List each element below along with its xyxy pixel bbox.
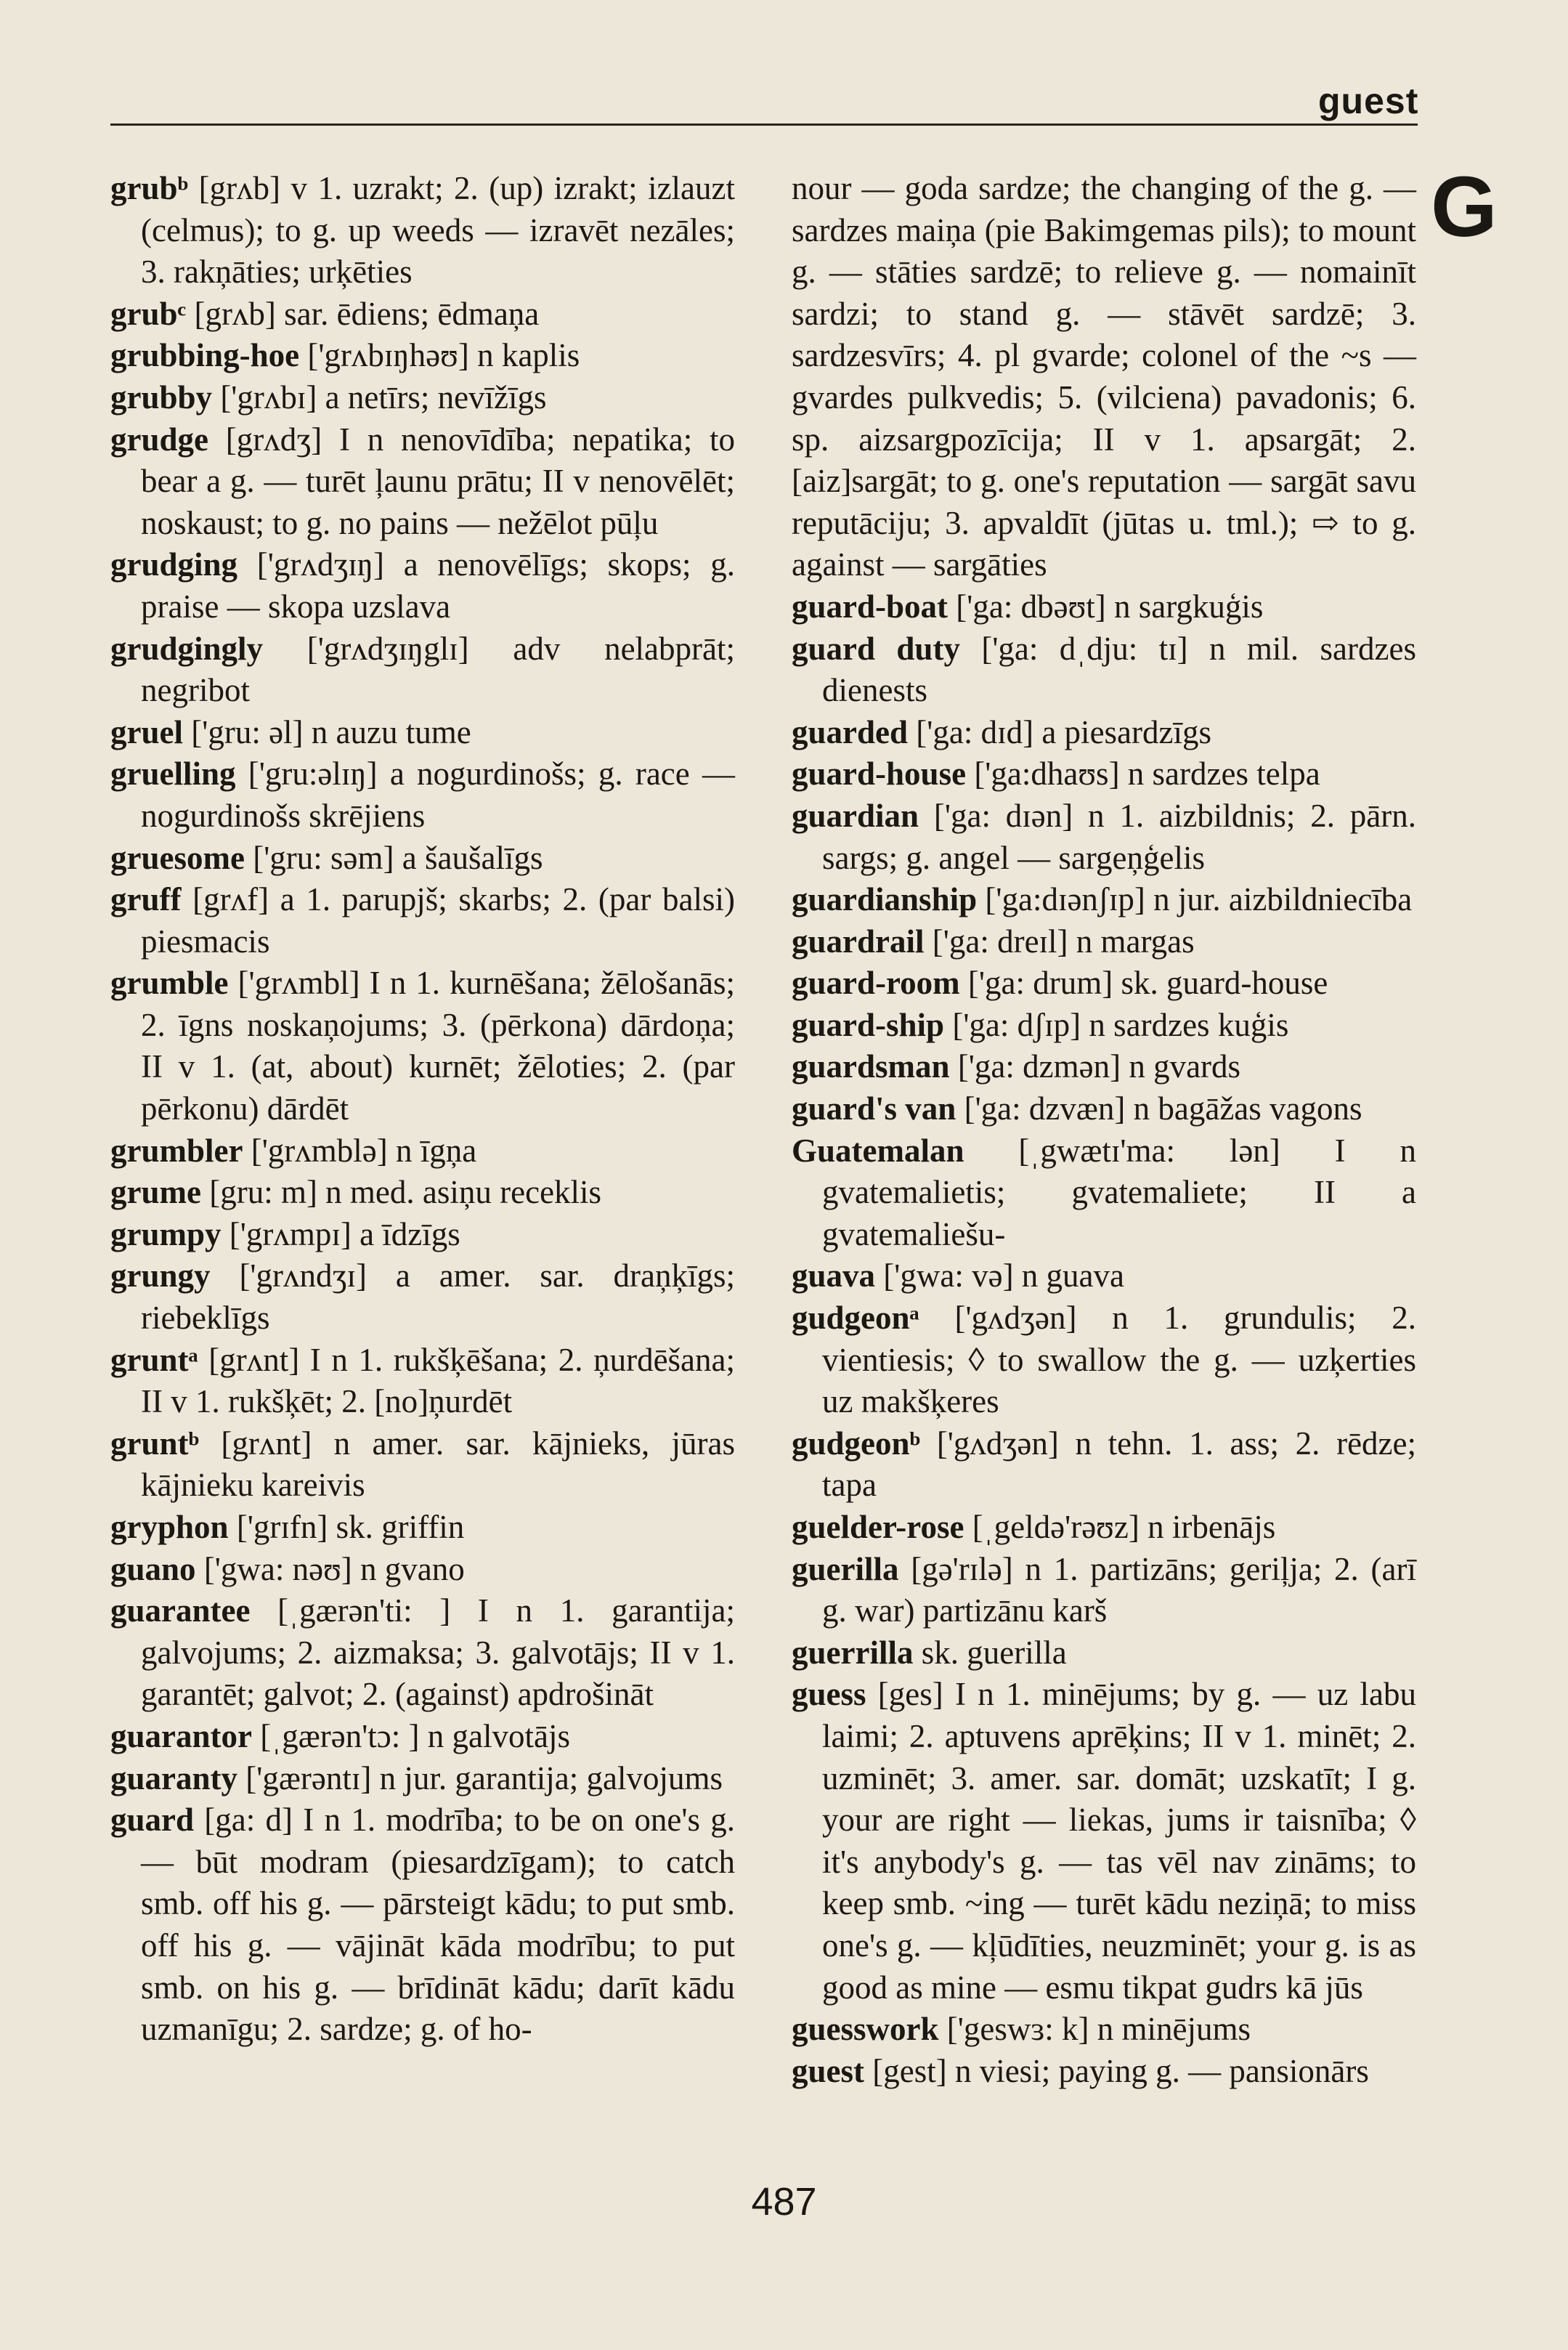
dictionary-entry <box>110 377 735 419</box>
dictionary-entry <box>110 963 735 1130</box>
entry-definition: ['grɪfn] sk. griffin <box>228 1509 465 1545</box>
entry-definition: ['grʌdʒɪŋglɪ] adv nelabprāt; negribot <box>141 630 735 709</box>
entry-definition: ['grʌmbl] I n 1. kurnēšana; žēlošanās; 2. īgns noskaņojums; 3. (pērkona) dārdoņa; II v 1. (at, about) kurnēt; žēloties; 2. (par pērkonu) dārdēt <box>141 965 735 1127</box>
dictionary-entry <box>792 712 1416 754</box>
entry-definition: [grʌb] sar. ēdiens; ēdmaņa <box>186 295 540 332</box>
entry-definition: ['ga:dhaʊs] n sardzes telpa <box>966 755 1320 793</box>
entry-headword: guardian <box>792 797 919 834</box>
dictionary-entry <box>792 1549 1416 1632</box>
dictionary-entry <box>110 1214 735 1256</box>
entry-definition: sk. guerilla <box>913 1634 1067 1671</box>
dictionary-entry <box>110 168 735 293</box>
dictionary-entry <box>792 879 1416 921</box>
entry-headword: grubby <box>110 378 213 416</box>
entry-definition: nour — goda sardze; the changing of the g. — sardzes maiņa (pie Bakimgemas pils); to mount g. — stāties sardzē; to relieve g. — nomainīt sardzi; to stand g. — stāvēt sardzē; 3. sardzesvīrs; 4. pl gvarde; colonel of the ~s — gvardes pulkvedis; 5. (vilciena) pavadonis; 6. sp. aizsargpozīcija; II v 1. apsargāt; 2. [aiz]sargāt; to g. one's reputation — sargāt savu reputāciju; 3. apvaldīt (jūtas u. tml.); ⇨ to g. against — sargāties <box>792 170 1416 583</box>
entry-definition: ['gru: səm] a šaušalīgs <box>244 839 543 876</box>
dictionary-entry <box>792 963 1416 1005</box>
entry-definition: [ˌgærən'ti: ] I n 1. garantija; galvojums; 2. aizmaksa; 3. galvotājs; II v 1. garantēt; galvot; 2. (against) apdrošināt <box>141 1592 735 1713</box>
entry-definition: [ga: d] I n 1. modrība; to be on one's g. — būt modram (piesardzīgam); to catch smb. off his g. — pārsteigt kādu; to put smb. off his g. — vājināt kāda modrību; to put smb. on his g. — brīdināt kādu; darīt kādu uzmanīgu; 2. sardze; g. of ho- <box>141 1802 735 2048</box>
entry-headword: gudgeonᵇ <box>792 1425 921 1462</box>
entry-headword: grudge <box>110 421 208 458</box>
dictionary-entry <box>792 1088 1416 1130</box>
entry-headword: grudging <box>110 546 238 583</box>
entry-headword: guest <box>792 2052 864 2089</box>
entry-definition: [grʌnt] I n 1. rukšķēšana; 2. ņurdēšana; II v 1. rukšķēt; 2. [no]ņurdēt <box>141 1341 735 1420</box>
entry-definition: ['gru: əl] n auzu tume <box>182 713 471 750</box>
dictionary-entry <box>792 1674 1416 2009</box>
entry-definition: ['ga:dɪənʃɪp] n jur. aizbildniecība <box>977 881 1413 918</box>
dictionary-entry <box>792 795 1416 879</box>
entry-headword: guelder-rose <box>792 1509 964 1545</box>
dictionary-entry <box>792 168 1416 586</box>
entry-headword: guaranty <box>110 1759 238 1796</box>
entry-headword: guesswork <box>792 2011 939 2048</box>
entry-definition: ['ga: dreɪl] n margas <box>924 923 1195 960</box>
entry-headword: grungy <box>110 1257 211 1294</box>
entry-headword: gruntᵇ <box>110 1425 200 1462</box>
entry-definition: ['grʌmpɪ] a īdzīgs <box>221 1215 460 1252</box>
dictionary-entry <box>110 628 735 712</box>
dictionary-entry <box>110 293 735 336</box>
entry-definition: [ˌgeldə'rəʊz] n irbenājs <box>964 1509 1276 1545</box>
entry-headword: guarded <box>792 713 909 750</box>
entry-headword: guardianship <box>792 881 978 918</box>
header-rule <box>110 123 1418 126</box>
dictionary-entry <box>110 879 735 963</box>
dictionary-entry <box>110 335 735 377</box>
entry-headword: guava <box>792 1257 876 1294</box>
entry-definition: [grʌnt] n amer. sar. kājnieks, jūras kājnieku kareivis <box>141 1425 735 1504</box>
entry-headword: guard duty <box>792 630 960 667</box>
entry-headword: grubᵇ <box>110 170 189 206</box>
entry-definition: [gru: m] n med. asiņu receklis <box>200 1174 602 1211</box>
entry-headword: guard-boat <box>792 588 948 625</box>
entry-headword: guard-ship <box>792 1006 945 1043</box>
entry-headword: gruesome <box>110 839 245 876</box>
entry-definition: [ˌgwætɪ'ma: lən] I n gvatemalietis; gvatemaliete; II a gvatemaliešu- <box>822 1132 1416 1252</box>
dictionary-entry <box>110 1716 735 1758</box>
dictionary-entry <box>110 838 735 880</box>
entry-definition: ['ga: dzvæn] n bagāžas vagons <box>956 1090 1362 1127</box>
entry-headword: guerrilla <box>792 1634 914 1671</box>
dictionary-entry <box>110 544 735 628</box>
entry-definition: ['ga: dbəʊt] n sargkuģis <box>948 588 1264 625</box>
entry-definition: ['grʌmblə] n īgņa <box>243 1132 477 1169</box>
dictionary-entry <box>792 1005 1416 1047</box>
entry-headword: guardrail <box>792 923 925 960</box>
entry-headword: guardsman <box>792 1048 950 1085</box>
dictionary-entry <box>792 1046 1416 1088</box>
entry-definition: ['gʌdʒən] n tehn. 1. ass; 2. rēdze; tapa <box>822 1425 1416 1504</box>
dictionary-entry <box>110 1130 735 1172</box>
entry-definition: ['ga: dzmən] n gvards <box>949 1048 1241 1085</box>
dictionary-entry <box>110 753 735 837</box>
entry-definition: ['grʌndʒɪ] a amer. sar. draņķīgs; riebeklīgs <box>141 1257 735 1337</box>
entry-definition: ['gwa: və] n guava <box>875 1257 1125 1294</box>
entry-definition: ['grʌdʒɪŋ] a nenovēlīgs; skops; g. praise — skopa uzslava <box>141 546 735 625</box>
entry-headword: grumbler <box>110 1132 243 1169</box>
dictionary-entry <box>110 1507 735 1549</box>
entry-definition: ['ga: dɪən] n 1. aizbildnis; 2. pārn. sargs; g. angel — sargeņģelis <box>822 797 1416 876</box>
dictionary-entry <box>792 2009 1416 2051</box>
entry-headword: gruff <box>110 881 182 918</box>
dictionary-entry <box>110 1590 735 1716</box>
dictionary-entry <box>110 712 735 754</box>
entry-definition: [grʌf] a 1. parupjš; skarbs; 2. (par balsi) piesmacis <box>141 881 735 960</box>
entry-headword: Guatemalan <box>792 1132 964 1169</box>
dictionary-entry <box>110 1799 735 2051</box>
dictionary-entry <box>792 1423 1416 1507</box>
dictionary-entry <box>110 1172 735 1214</box>
dictionary-entry <box>110 1423 735 1507</box>
entry-headword: gruntᵃ <box>110 1341 198 1378</box>
dictionary-entry <box>792 1255 1416 1297</box>
entry-definition: [gest] n viesi; paying g. — pansionārs <box>864 2052 1369 2089</box>
dictionary-entry <box>792 753 1416 795</box>
dictionary-entry <box>110 1549 735 1591</box>
entry-headword: grumble <box>110 965 229 1002</box>
dictionary-entry <box>792 628 1416 712</box>
entry-headword: guess <box>792 1676 866 1713</box>
dictionary-entry <box>792 586 1416 628</box>
dictionary-entry <box>792 1130 1416 1256</box>
page-number: 487 <box>751 2180 817 2224</box>
entry-definition: [ges] I n 1. minējums; by g. — uz labu laimi; 2. aptuvens aprēķins; II v 1. minēt; 2. uzminēt; 3. amer. sar. domāt; uzskatīt; I g. your are right — liekas, jums ir taisnība; ◊ it's anybody's g. — tas vēl nav zināms; to keep smb. ~ing — turēt kādu neziņā; to miss one's g. — kļūdīties, neuzminēt; your g. is as good as mine — esmu tikpat gudrs kā jūs <box>822 1676 1416 2006</box>
dictionary-entry <box>792 1297 1416 1423</box>
entry-headword: guard <box>110 1802 195 1839</box>
entry-headword: guano <box>110 1550 196 1587</box>
entry-definition: [gə'rɪlə] n 1. partizāns; geriļja; 2. (arī g. war) partizānu karš <box>822 1550 1416 1629</box>
entry-definition: [ˌgærən'tɔ: ] n galvotājs <box>252 1717 570 1754</box>
dictionary-entry <box>792 921 1416 963</box>
dictionary-entry <box>792 1632 1416 1674</box>
entry-headword: grubᶜ <box>110 295 187 332</box>
dictionary-entry <box>110 1255 735 1339</box>
left-column <box>110 168 735 2051</box>
entry-definition: [grʌb] v 1. uzrakt; 2. (up) izrakt; izlauzt (celmus); to g. up weeds — izravēt nezāles; 3. rakņāties; urķēties <box>141 170 735 291</box>
entry-headword: gudgeonᵃ <box>792 1300 919 1337</box>
entry-definition: ['ga: dˌdju: tɪ] n mil. sardzes dienests <box>822 630 1416 709</box>
dictionary-entry <box>792 1507 1416 1549</box>
entry-definition: ['ga: dɪd] a piesardzīgs <box>908 713 1211 750</box>
entry-headword: guarantee <box>110 1592 251 1629</box>
entry-definition: [grʌdʒ] I n nenovīdība; nepatika; to bear a g. — turēt ļaunu prātu; II v nenovēlēt; noskaust; to g. no pains — nežēlot pūļu <box>141 421 735 541</box>
dictionary-entry <box>110 419 735 545</box>
entry-headword: grubbing-hoe <box>110 337 300 374</box>
entry-headword: gryphon <box>110 1509 229 1545</box>
section-letter-tab: G <box>1431 159 1498 255</box>
entry-definition: ['grʌbɪŋhəʊ] n kaplis <box>299 337 580 374</box>
right-column <box>792 168 1416 2092</box>
entry-definition: ['geswɜ: k] n minējums <box>938 2011 1251 2048</box>
entry-headword: guard-house <box>792 755 967 793</box>
entry-headword: guarantor <box>110 1717 252 1754</box>
dictionary-entry <box>110 1340 735 1423</box>
entry-headword: guard-room <box>792 965 960 1002</box>
entry-headword: gruel <box>110 713 183 750</box>
entry-definition: ['gʌdʒən] n 1. grundulis; 2. vientiesis; ◊ to swallow the g. — uzķerties uz makšķeres <box>822 1300 1416 1420</box>
entry-definition: ['grʌbɪ] a netīrs; nevīžīgs <box>212 378 547 416</box>
entry-definition: ['gærəntɪ] n jur. garantija; galvojums <box>237 1759 723 1796</box>
dictionary-entry <box>792 2051 1416 2093</box>
entry-headword: guard's van <box>792 1090 956 1127</box>
entry-definition: ['ga: drum] sk. guard-house <box>959 965 1328 1002</box>
entry-headword: grudgingly <box>110 630 264 667</box>
entry-definition: ['gru:əlɪŋ] a nogurdinošs; g. race — nogurdinošs skrējiens <box>141 755 735 834</box>
entry-definition: ['gwa: nəʊ] n gvano <box>195 1550 465 1587</box>
entry-headword: grumpy <box>110 1215 222 1252</box>
entry-headword: grume <box>110 1174 201 1211</box>
entry-headword: guerilla <box>792 1550 899 1587</box>
entry-headword: gruelling <box>110 755 236 793</box>
dictionary-entry <box>110 1758 735 1800</box>
guide-word: guest <box>1318 81 1419 121</box>
entry-definition: ['ga: dʃɪp] n sardzes kuģis <box>944 1006 1289 1043</box>
